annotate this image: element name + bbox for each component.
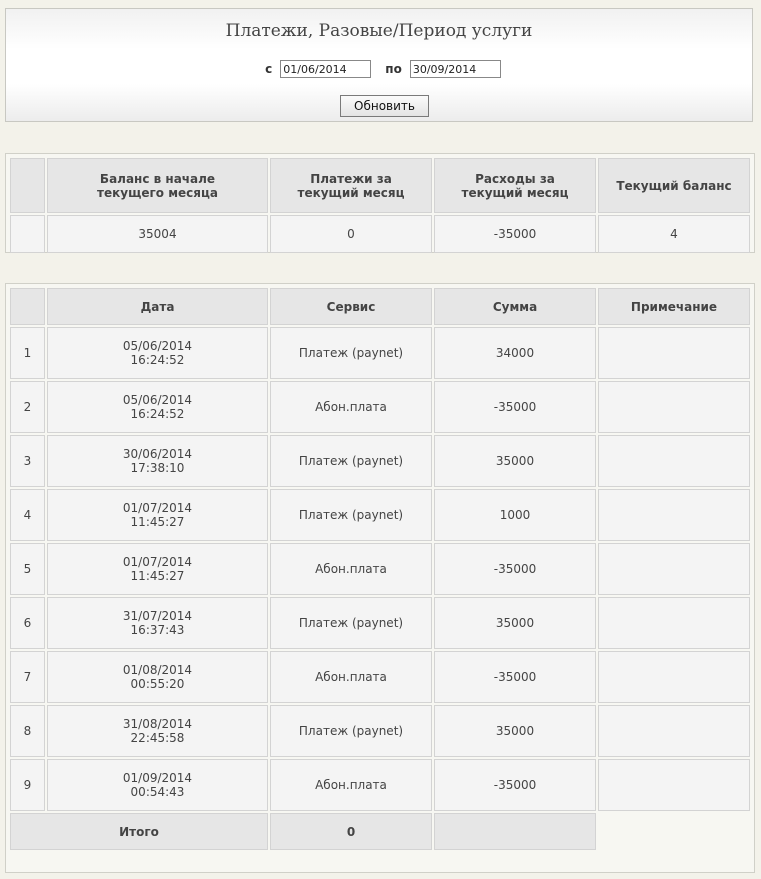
row-datetime bbox=[47, 489, 268, 541]
row-index: 1 bbox=[10, 327, 45, 379]
row-note bbox=[598, 327, 750, 379]
row-datetime bbox=[47, 759, 268, 811]
summary-empty-cell bbox=[10, 215, 45, 253]
header-month-expenses: Расходы за текущий месяц bbox=[434, 158, 596, 213]
value-current-balance: 4 bbox=[598, 215, 750, 253]
row-service: Абон.плата bbox=[270, 759, 432, 811]
value-start-balance: 35004 bbox=[47, 215, 268, 253]
balance-summary-table bbox=[5, 153, 755, 253]
summary-empty-header bbox=[10, 158, 45, 213]
row-note bbox=[598, 705, 750, 757]
header-note: Примечание bbox=[598, 288, 750, 325]
row-amount: 1000 bbox=[434, 489, 596, 541]
row-index: 5 bbox=[10, 543, 45, 595]
row-note bbox=[598, 543, 750, 595]
row-datetime bbox=[47, 651, 268, 703]
refresh-button[interactable]: Обновить bbox=[340, 95, 429, 117]
table-row bbox=[10, 705, 750, 757]
row-datetime bbox=[47, 327, 268, 379]
row-amount: -35000 bbox=[434, 759, 596, 811]
row-index: 9 bbox=[10, 759, 45, 811]
row-datetime bbox=[47, 381, 268, 433]
summary-header-row bbox=[10, 158, 750, 213]
row-amount: 34000 bbox=[434, 327, 596, 379]
table-row bbox=[10, 543, 750, 595]
table-row bbox=[10, 489, 750, 541]
row-note bbox=[598, 381, 750, 433]
row-service: Платеж (paynet) bbox=[270, 705, 432, 757]
row-date: 31/08/2014 bbox=[122, 717, 193, 731]
row-service: Платеж (paynet) bbox=[270, 597, 432, 649]
page-title: Платежи, Разовые/Период услуги bbox=[225, 21, 533, 41]
table-row bbox=[10, 597, 750, 649]
row-amount: 35000 bbox=[434, 597, 596, 649]
header-month-payments: Платежи за текущий месяц bbox=[270, 158, 432, 213]
table-row bbox=[10, 327, 750, 379]
date-range-row bbox=[6, 60, 752, 78]
table-row bbox=[10, 651, 750, 703]
to-label: по bbox=[385, 62, 402, 76]
row-datetime bbox=[47, 543, 268, 595]
row-service: Платеж (paynet) bbox=[270, 489, 432, 541]
from-date-input[interactable] bbox=[280, 60, 371, 78]
row-service: Платеж (paynet) bbox=[270, 327, 432, 379]
payments-header-row bbox=[10, 288, 750, 325]
row-time: 16:24:52 bbox=[130, 407, 185, 421]
row-index: 4 bbox=[10, 489, 45, 541]
payments-table bbox=[5, 283, 755, 873]
header-amount: Сумма bbox=[434, 288, 596, 325]
row-time: 16:37:43 bbox=[130, 623, 185, 637]
row-time: 00:55:20 bbox=[130, 677, 185, 691]
table-row bbox=[10, 381, 750, 433]
row-service: Абон.плата bbox=[270, 543, 432, 595]
period-filter-panel bbox=[5, 8, 753, 122]
row-note bbox=[598, 759, 750, 811]
row-note bbox=[598, 597, 750, 649]
row-amount: 35000 bbox=[434, 705, 596, 757]
value-month-expenses: -35000 bbox=[434, 215, 596, 253]
row-note bbox=[598, 651, 750, 703]
total-value: 0 bbox=[270, 813, 432, 850]
table-row bbox=[10, 435, 750, 487]
value-month-payments: 0 bbox=[270, 215, 432, 253]
row-service: Платеж (paynet) bbox=[270, 435, 432, 487]
row-amount: -35000 bbox=[434, 651, 596, 703]
row-time: 00:54:43 bbox=[130, 785, 185, 799]
row-amount: -35000 bbox=[434, 543, 596, 595]
to-date-input[interactable] bbox=[410, 60, 501, 78]
summary-value-row bbox=[10, 215, 750, 253]
header-service: Сервис bbox=[270, 288, 432, 325]
row-service: Абон.плата bbox=[270, 381, 432, 433]
row-time: 11:45:27 bbox=[130, 569, 185, 583]
row-service: Абон.плата bbox=[270, 651, 432, 703]
table-row bbox=[10, 759, 750, 811]
header-date: Дата bbox=[47, 288, 268, 325]
row-date: 05/06/2014 bbox=[122, 393, 193, 407]
total-label: Итого bbox=[10, 813, 268, 850]
row-time: 22:45:58 bbox=[130, 731, 185, 745]
row-index: 2 bbox=[10, 381, 45, 433]
row-time: 11:45:27 bbox=[130, 515, 185, 529]
row-datetime bbox=[47, 435, 268, 487]
row-date: 01/07/2014 bbox=[122, 501, 193, 515]
row-index: 7 bbox=[10, 651, 45, 703]
header-current-balance: Текущий баланс bbox=[598, 158, 750, 213]
row-amount: 35000 bbox=[434, 435, 596, 487]
row-note bbox=[598, 489, 750, 541]
row-date: 30/06/2014 bbox=[122, 447, 193, 461]
payments-rows bbox=[10, 327, 750, 811]
row-index: 8 bbox=[10, 705, 45, 757]
row-time: 16:24:52 bbox=[130, 353, 185, 367]
row-index: 6 bbox=[10, 597, 45, 649]
row-date: 01/08/2014 bbox=[122, 663, 193, 677]
row-date: 31/07/2014 bbox=[122, 609, 193, 623]
row-index: 3 bbox=[10, 435, 45, 487]
row-amount: -35000 bbox=[434, 381, 596, 433]
row-date: 05/06/2014 bbox=[122, 339, 193, 353]
row-datetime bbox=[47, 597, 268, 649]
total-note bbox=[434, 813, 596, 850]
header-index bbox=[10, 288, 45, 325]
row-datetime bbox=[47, 705, 268, 757]
row-time: 17:38:10 bbox=[130, 461, 185, 475]
from-label: с bbox=[265, 62, 273, 76]
row-note bbox=[598, 435, 750, 487]
total-row bbox=[10, 813, 750, 850]
row-date: 01/07/2014 bbox=[122, 555, 193, 569]
header-start-balance: Баланс в начале текущего месяца bbox=[47, 158, 268, 213]
row-date: 01/09/2014 bbox=[122, 771, 193, 785]
